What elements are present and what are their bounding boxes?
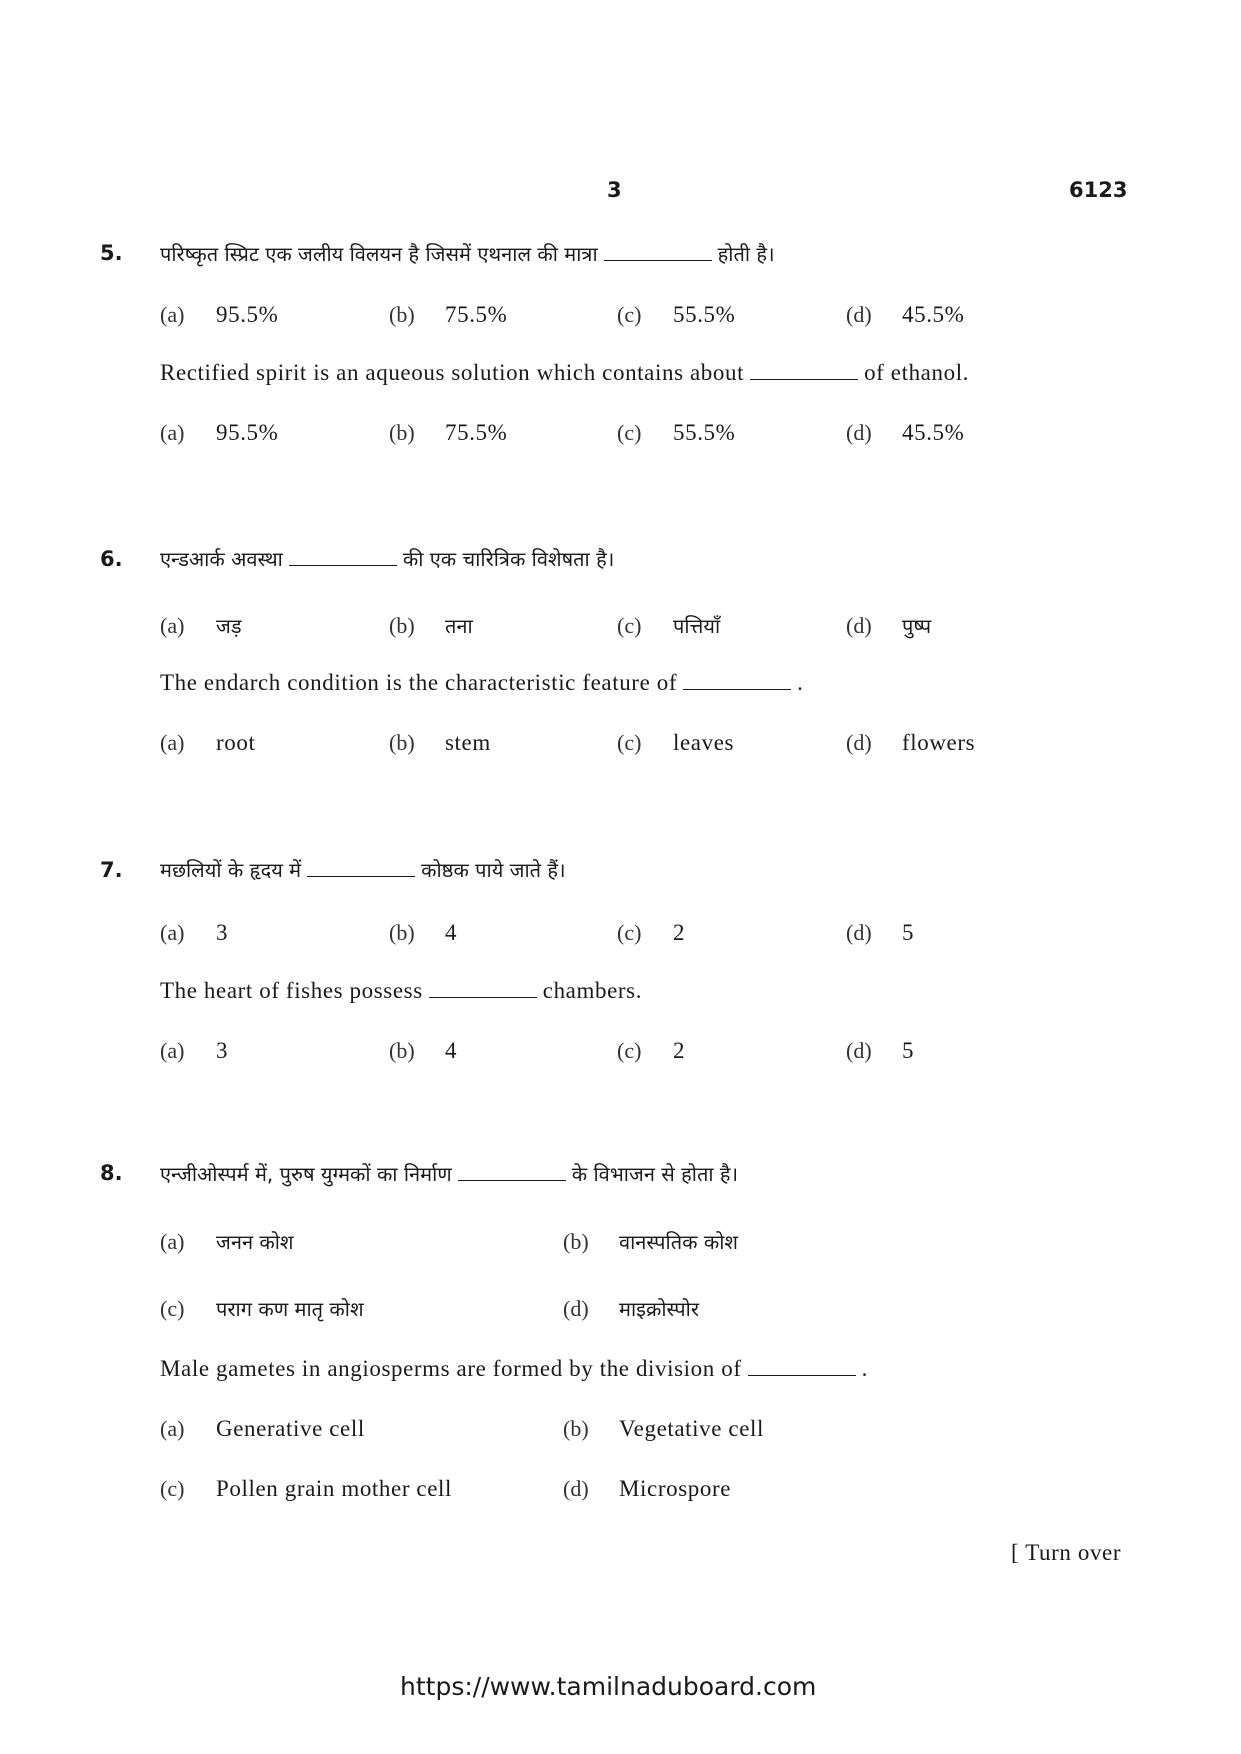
- option: (d) Microspore: [563, 1476, 732, 1501]
- question-hindi: एन्जीओस्पर्म में, पुरुष युग्मकों का निर्माण के विभाजन से होता है।: [160, 1162, 739, 1186]
- option: (c) Pollen grain mother cell: [160, 1476, 453, 1501]
- option: (a) 95.5%: [160, 302, 279, 327]
- question-number: 8.: [100, 1161, 123, 1185]
- option: (b) तना: [389, 613, 473, 638]
- option: (c) 2: [617, 1038, 686, 1063]
- option: (b) वानस्पतिक कोश: [563, 1229, 738, 1254]
- option: (b) 4: [389, 1038, 458, 1063]
- option: (d) पुष्प: [846, 613, 932, 638]
- option: (a) Generative cell: [160, 1416, 365, 1441]
- option: (d) 45.5%: [846, 302, 965, 327]
- option: (b) stem: [389, 730, 491, 755]
- question-number: 6.: [100, 547, 123, 571]
- option: (c) पत्तियाँ: [617, 613, 721, 638]
- option: (b) Vegetative cell: [563, 1416, 765, 1441]
- question-hindi: मछलियों के हृदय में कोष्ठक पाये जाते हैं।: [160, 858, 566, 882]
- answer-blank: [604, 260, 712, 261]
- answer-blank: [429, 997, 537, 998]
- paper-code: 6123: [1069, 178, 1128, 202]
- question-number: 5.: [100, 241, 123, 265]
- option: (c) 55.5%: [617, 302, 736, 327]
- answer-blank: [750, 379, 858, 380]
- option: (d) 5: [846, 920, 915, 945]
- question-hindi: परिष्कृत स्प्रिट एक जलीय विलयन है जिसमें एथनाल की मात्रा होती है।: [160, 242, 775, 266]
- option: (b) 75.5%: [389, 302, 508, 327]
- question-english: Rectified spirit is an aqueous solution which contains about of ethanol.: [160, 360, 970, 385]
- option: (b) 4: [389, 920, 458, 945]
- option: (a) जनन कोश: [160, 1229, 294, 1254]
- option: (a) 95.5%: [160, 420, 279, 445]
- question-english: The heart of fishes possess chambers.: [160, 978, 643, 1003]
- option: (c) 55.5%: [617, 420, 736, 445]
- option: (d) 5: [846, 1038, 915, 1063]
- footer-url[interactable]: https://www.tamilnaduboard.com: [400, 1672, 817, 1701]
- option: (a) root: [160, 730, 256, 755]
- option: (d) माइक्रोस्पोर: [563, 1296, 699, 1321]
- answer-blank: [683, 689, 791, 690]
- answer-blank: [289, 565, 397, 566]
- option: (a) 3: [160, 1038, 229, 1063]
- answer-blank: [458, 1180, 566, 1181]
- answer-blank: [748, 1375, 856, 1376]
- question-english: Male gametes in angiosperms are formed by the division of .: [160, 1356, 868, 1381]
- option: (c) 2: [617, 920, 686, 945]
- option: (c) leaves: [617, 730, 735, 755]
- option: (d) 45.5%: [846, 420, 965, 445]
- question-english: The endarch condition is the characteristic feature of .: [160, 670, 804, 695]
- option: (c) पराग कण मातृ कोश: [160, 1296, 364, 1321]
- option: (b) 75.5%: [389, 420, 508, 445]
- answer-blank: [307, 876, 415, 877]
- question-hindi: एन्डआर्क अवस्था की एक चारित्रिक विशेषता है।: [160, 547, 615, 571]
- option: (a) जड़: [160, 613, 242, 638]
- turn-over-note: [ Turn over: [1011, 1540, 1122, 1565]
- page-number: 3: [607, 178, 622, 202]
- option: (a) 3: [160, 920, 229, 945]
- option: (d) flowers: [846, 730, 976, 755]
- question-number: 7.: [100, 858, 123, 882]
